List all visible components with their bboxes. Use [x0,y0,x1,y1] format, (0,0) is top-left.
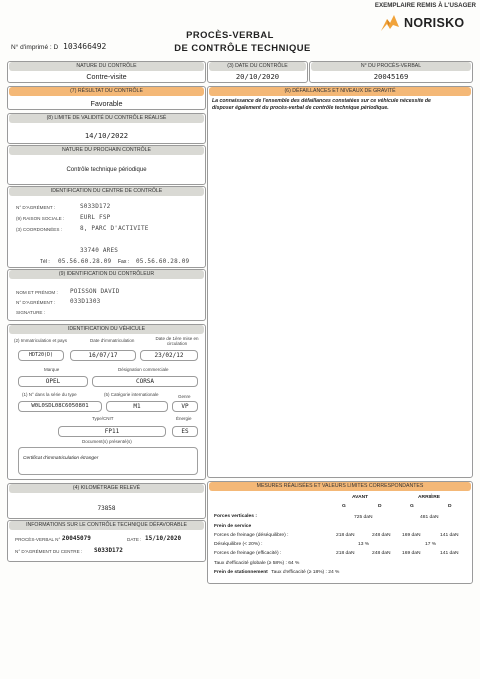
designation-value: CORSA [92,376,198,387]
vertical-rear: 481 daN [420,515,439,520]
front-label: AVANT [352,495,369,500]
controller-name-value: POISSON DAVID [70,288,120,295]
brk-fg: 218 daN [336,533,355,538]
docs-label: Document(s) présenté(s) [82,439,132,444]
type-label: Type/CNIT [92,416,114,421]
braking-label: Forces de freinage (déséquilibre) : [214,533,289,538]
center-fax-value: 05.56.60.28.09 [136,258,190,265]
previous-pv-label: PROCÈS-VERBAL N° : [15,537,63,542]
next-header: NATURE DU PROCHAIN CONTRÔLE [9,146,204,155]
front-right-label: D [378,504,382,509]
vertical-front: 725 daN [354,515,373,520]
controller-agrement-label: N° D'AGRÉMENT : [16,300,56,305]
mileage-value: 73858 [97,505,116,512]
marque-value: OPEL [18,376,88,387]
immat-value: HDT20(D) [18,350,64,361]
date-value: 20/10/2020 [235,72,280,81]
previous-header: INFORMATIONS SUR LE CONTRÔLE TECHNIQUE DÉFAVORABLE [9,521,204,530]
circ-label: Date de 1ère mise en circulation [155,336,199,346]
print-number-row [11,42,106,51]
controller-signature-label: SIGNATURE : [16,310,46,315]
parking-label: Frein de stationnement [214,570,268,575]
measures-header: MESURES RÉALISÉES ET VALEURS LIMITES CORRESPONDANTES [209,482,471,491]
result-header: (7) RÉSULTAT DU CONTRÔLE [9,87,204,96]
controller-name-label: NOM ET PRÉNOM : [16,290,58,295]
defects-box [207,86,473,478]
center-header: IDENTIFICATION DU CENTRE DE CONTRÔLE [9,187,204,196]
designation-label: Désignation commerciale [118,367,169,372]
pv-header: N° DU PROCÈS-VERBAL [311,62,471,71]
brand-name: NORISKO [404,16,465,30]
copy-label: EXEMPLAIRE REMIS À L'USAGER [374,2,476,9]
center-coord-value: 8, PARC D'ACTIVITE [80,225,149,232]
eff-fg: 218 daN [336,551,355,556]
print-number: 103466492 [63,42,107,51]
first-reg-value: 16/07/17 [70,350,136,361]
nature-value: Contre-visite [86,72,127,81]
brand-logo [379,13,474,33]
eff-rd: 141 daN [440,551,459,556]
eff-rg: 169 daN [402,551,421,556]
center-agrement-value: S033D172 [80,203,111,210]
title-line-1: PROCÈS-VERBAL [186,29,274,40]
energy-value: ES [172,426,198,437]
center-coord-label: (3) COORDONNÉES : [16,227,62,232]
desq-label: Déséquilibre (< 20%) : [214,542,263,547]
front-left-label: G [342,504,346,509]
vehicle-header: IDENTIFICATION DU VÉHICULE [9,325,204,334]
parking-rate: Taux d'efficacité (≥ 18%) : 24 % [271,570,340,575]
first-reg-label: Date d'immatriculation [90,338,135,343]
controller-agrement-value: 033D1303 [70,298,101,305]
parking-row [214,570,339,575]
center-tel-value: 05.56.60.28.09 [58,258,112,265]
brk-rg: 169 daN [402,533,421,538]
previous-date-label: DATE : [127,537,142,542]
date-header: (3) DATE DU CONTRÔLE [209,62,306,71]
energy-label: Énergie [176,416,192,421]
rear-left-label: G [410,504,414,509]
previous-center-label: N° D'AGRÉMENT DU CENTRE : [15,549,83,554]
previous-date-value: 15/10/2020 [145,535,182,542]
center-raison-value: EURL FSP [80,214,111,221]
rear-label: ARRIÈRE [418,495,441,500]
validity-header: (8) LIMITE DE VALIDITÉ DU CONTRÔLE RÉALISÉ [9,114,204,123]
norisko-emblem-icon [379,13,401,33]
nature-header: NATURE DU CONTRÔLE [9,62,204,71]
validity-value: 14/10/2022 [84,131,129,140]
vin-value: W0L0SDL08C6050801 [18,401,102,412]
controller-header: (9) IDENTIFICATION DU CONTRÔLEUR [9,270,204,279]
defects-note-2: disposer également du procès-verbal de contrôle technique périodique. [212,105,389,111]
marque-label: Marque [44,367,60,372]
circ-value: 23/02/12 [140,350,198,361]
rear-right-label: D [448,504,452,509]
title-line-2: DE CONTRÔLE TECHNIQUE [174,42,311,53]
type-value: FP11 [58,426,166,437]
vin-label: (1) N° dans la série du type [22,392,77,397]
print-number-label: N° d'imprimé : D [11,44,59,51]
center-fax-label: Fax : [118,259,130,265]
desq-front: 13 % [358,542,370,547]
center-agrement-label: N° D'AGRÉMENT : [16,205,56,210]
immat-label: (2) Immatriculation et pays [14,338,68,343]
pv-value: 20045169 [373,72,409,81]
previous-pv-value: 20045079 [62,535,91,542]
genre-value: VP [172,401,198,412]
docs-box [18,447,198,475]
defects-note-1: La connaissance de l'ensemble des défaillances constatées sur ce véhicule nécessite de [212,98,431,104]
center-tel-label: Tél : [40,259,50,265]
eff-fd: 248 daN [372,551,391,556]
docs-value: Certificat d'immatriculation étranger [23,456,99,461]
eff-label: Forces de freinage (efficacité) : [214,551,282,556]
service-label: Frein de service [214,524,252,529]
next-value: Contrôle technique périodique [66,167,147,173]
vertical-label: Forces verticales : [214,514,257,519]
previous-center-value: S033D172 [94,547,123,554]
category-label: (5) Catégorie internationale [104,392,159,397]
brk-rd: 141 daN [440,533,459,538]
global-efficiency: Taux d'efficacité globale (≥ 58%) : 64 % [214,561,300,566]
brk-fd: 248 daN [372,533,391,538]
center-raison-label: (9) RAISON SOCIALE : [16,216,65,221]
desq-rear: 17 % [425,542,437,547]
center-city: 33740 ARES [80,247,119,254]
category-value: M1 [106,401,168,412]
result-value: Favorable [90,99,123,108]
defects-header: (6) DÉFAILLANCES ET NIVEAUX DE GRAVITÉ [209,87,471,96]
mileage-header: (4) KILOMÉTRAGE RELEVÉ [9,484,204,493]
genre-label: Genre [178,394,191,399]
